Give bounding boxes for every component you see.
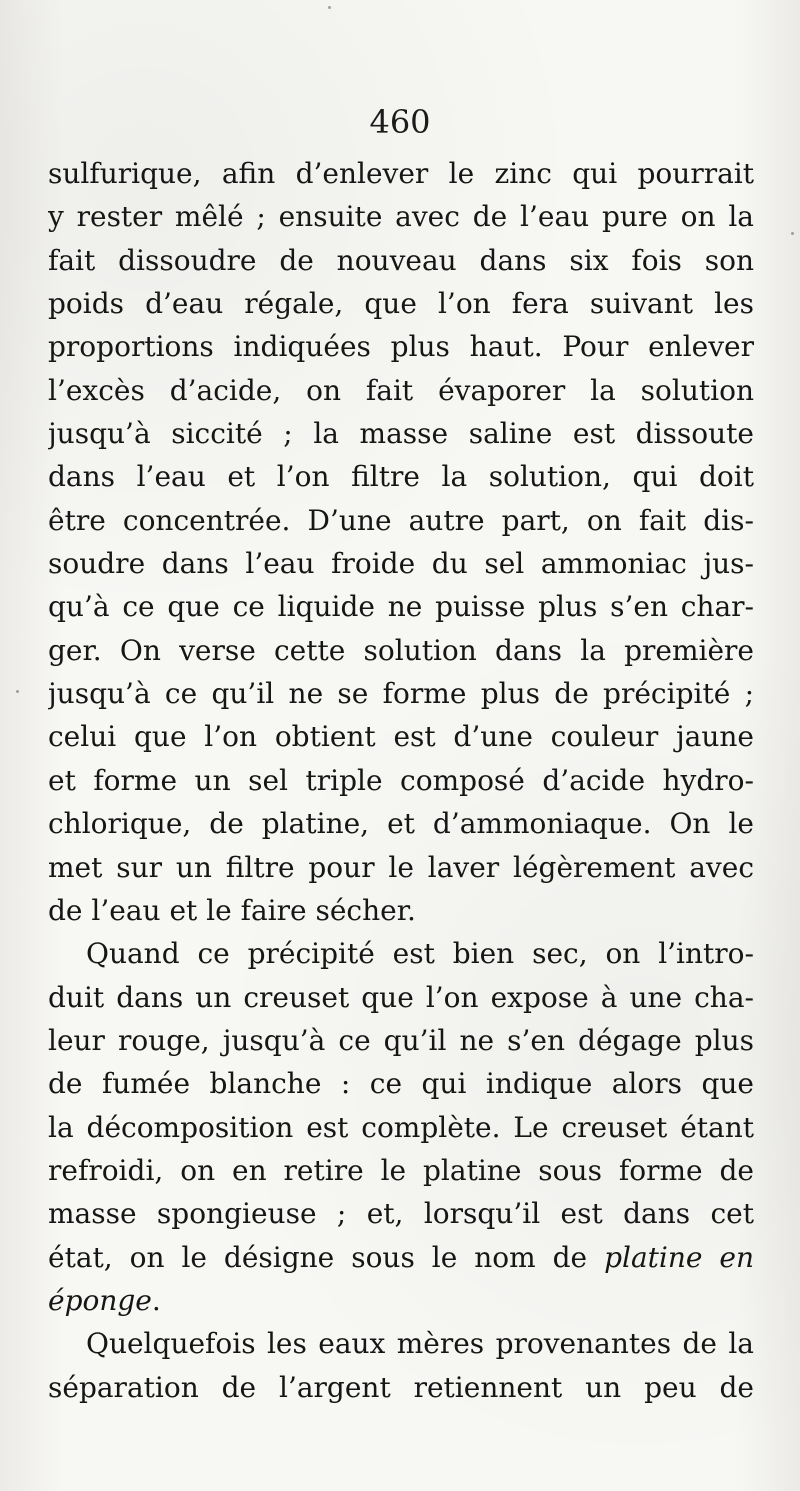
text-line-with-italic [48, 1236, 754, 1279]
text-line: être concentrée. D’une autre part, on fait dis- [48, 503, 754, 537]
text-line: sulfurique, afin d’enlever le zinc qui pourrait [48, 157, 754, 190]
text-line: l’excès d’acide, on fait évaporer la solution [48, 373, 754, 407]
text-line: met sur un filtre pour le laver légèrement avec [48, 850, 754, 884]
text-line: proportions indiquées plus haut. Pour enlever [48, 330, 754, 364]
text-line: soudre dans l’eau froide du sel ammoniac jus- [48, 547, 754, 581]
text-line: Quelquefois les eaux mères provenantes de la [86, 1327, 754, 1361]
text-line: chlorique, de platine, et d’ammoniaque. On le [48, 807, 754, 841]
text-line: qu’à ce que ce liquide ne puisse plus s’en char- [48, 590, 754, 624]
text-block [48, 152, 754, 1409]
italic-term: platine en [604, 1240, 754, 1274]
text-line: poids d’eau régale, que l’on fera suivant les [48, 287, 754, 321]
text-line: duit dans un creuset que l’on expose à une cha- [48, 980, 754, 1014]
page-number: 460 [369, 103, 431, 141]
line-punctuation: . [151, 1283, 161, 1317]
text-line: la décomposition est complète. Le creuset étant [48, 1110, 754, 1144]
text-line: celui que l’on obtient est d’une couleur jaune [48, 720, 754, 754]
line-text: état, on le désigne sous le nom de [48, 1240, 588, 1274]
text-line: fait dissoudre de nouveau dans six fois son [48, 243, 754, 277]
text-line: jusqu’à ce qu’il ne se forme plus de précipité ; [48, 677, 754, 711]
text-line: dans l’eau et l’on filtre la solution, qui doit [48, 460, 754, 494]
text-line: et forme un sel triple composé d’acide hydro- [48, 763, 754, 797]
ink-dot [791, 232, 794, 235]
text-line: y rester mêlé ; ensuite avec de l’eau pure on la [48, 200, 754, 234]
ink-dot [16, 690, 19, 693]
ink-dot [328, 6, 331, 9]
text-line: séparation de l’argent retiennent un peu de [48, 1370, 754, 1404]
text-line: refroidi, on en retire le platine sous forme de [48, 1153, 754, 1187]
text-line: jusqu’à siccité ; la masse saline est dissoute [48, 417, 754, 451]
text-line: de l’eau et le faire sécher. [48, 893, 416, 927]
text-line: leur rouge, jusqu’à ce qu’il ne s’en dégage plus [48, 1023, 754, 1057]
text-line: Quand ce précipité est bien sec, on l’intro- [86, 937, 754, 971]
text-line: masse spongieuse ; et, lorsqu’il est dans cet [48, 1197, 754, 1231]
text-line: ger. On verse cette solution dans la première [48, 633, 754, 667]
text-line: de fumée blanche : ce qui indique alors que [48, 1067, 754, 1101]
text-line-with-italic [48, 1279, 754, 1322]
italic-term: éponge [48, 1283, 152, 1317]
